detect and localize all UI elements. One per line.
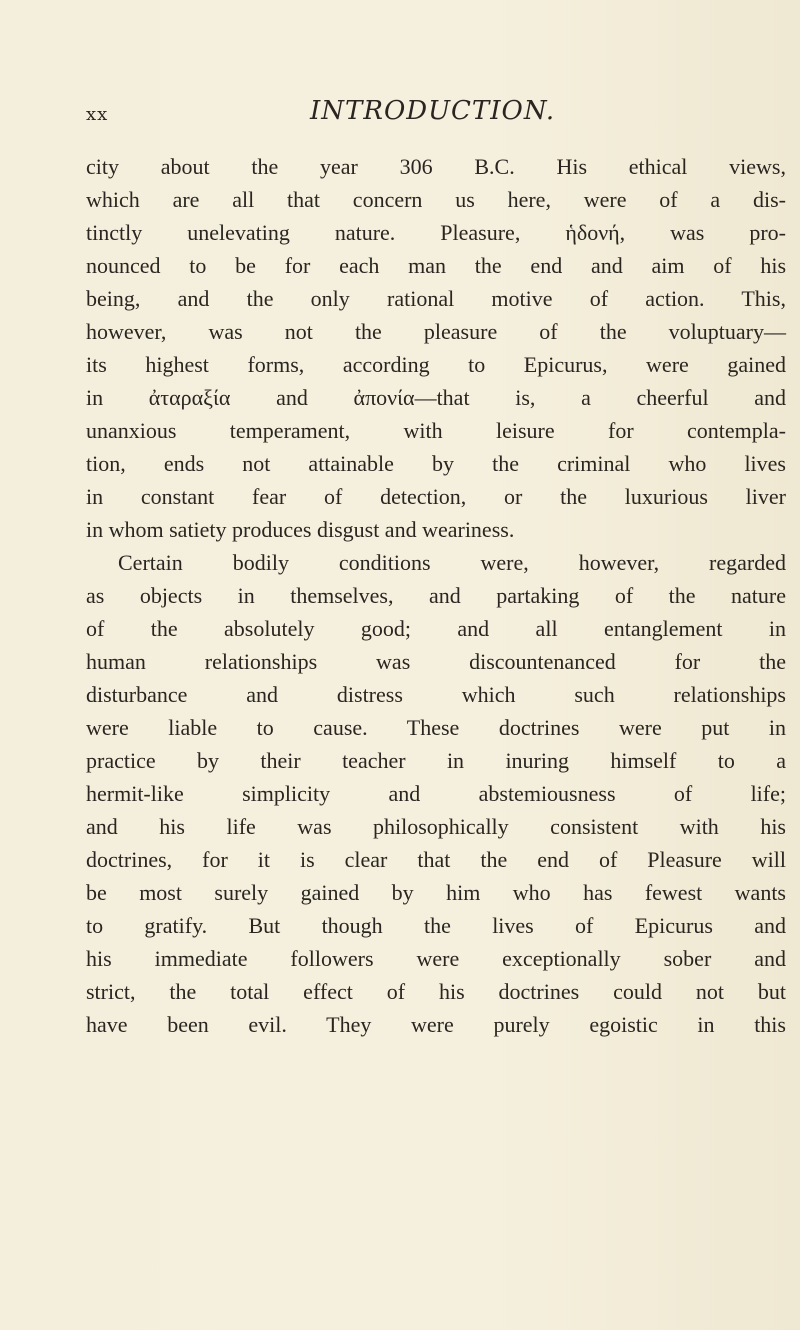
text-line: tion, ends not attainable by the criminal who lives [86,451,786,476]
running-head [0,92,800,132]
text-line: nounced to be for each man the end and aim of his [86,253,786,278]
text-line: disturbance and distress which such relationships [86,682,786,707]
text-line: tinctly unelevating nature. Pleasure, ἡδονή, was pro- [86,220,786,245]
text-line: Certain bodily conditions were, however, regarded [118,550,786,575]
text-line: have been evil. They were purely egoistic in this [86,1012,786,1037]
text-line: strict, the total effect of his doctrines could not but [86,979,786,1004]
text-line: human relationships was discountenanced for the [86,649,786,674]
text-line: in constant fear of detection, or the luxurious liver [86,484,786,509]
text-line: which are all that concern us here, were of a dis- [86,187,786,212]
text-line: being, and the only rational motive of action. This, [86,286,786,311]
text-line: and his life was philosophically consistent with his [86,814,786,839]
text-line: in ἀταραξία and ἀπονία—that is, a cheerful and [86,385,786,410]
text-line: were liable to cause. These doctrines were put in [86,715,786,740]
page-number: xx [86,104,109,125]
text-line: of the absolutely good; and all entanglement in [86,616,786,641]
text-line: in whom satiety produces disgust and weariness. [86,517,515,542]
running-title: INTRODUCTION. [310,96,556,126]
text-line: be most surely gained by him who has fewest wants [86,880,786,905]
text-line: city about the year 306 B.C. His ethical views, [86,154,786,179]
text-line: however, was not the pleasure of the voluptuary— [86,319,786,344]
text-line: as objects in themselves, and partaking of the nature [86,583,786,608]
text-line: unanxious temperament, with leisure for contempla- [86,418,786,443]
text-line: practice by their teacher in inuring himself to a [86,748,786,773]
text-line: to gratify. But though the lives of Epicurus and [86,913,786,938]
body-text [86,150,786,1041]
text-line: his immediate followers were exceptionally sober and [86,946,786,971]
text-line: its highest forms, according to Epicurus, were gained [86,352,786,377]
text-line: doctrines, for it is clear that the end of Pleasure will [86,847,786,872]
text-line: hermit-like simplicity and abstemiousness of life; [86,781,786,806]
